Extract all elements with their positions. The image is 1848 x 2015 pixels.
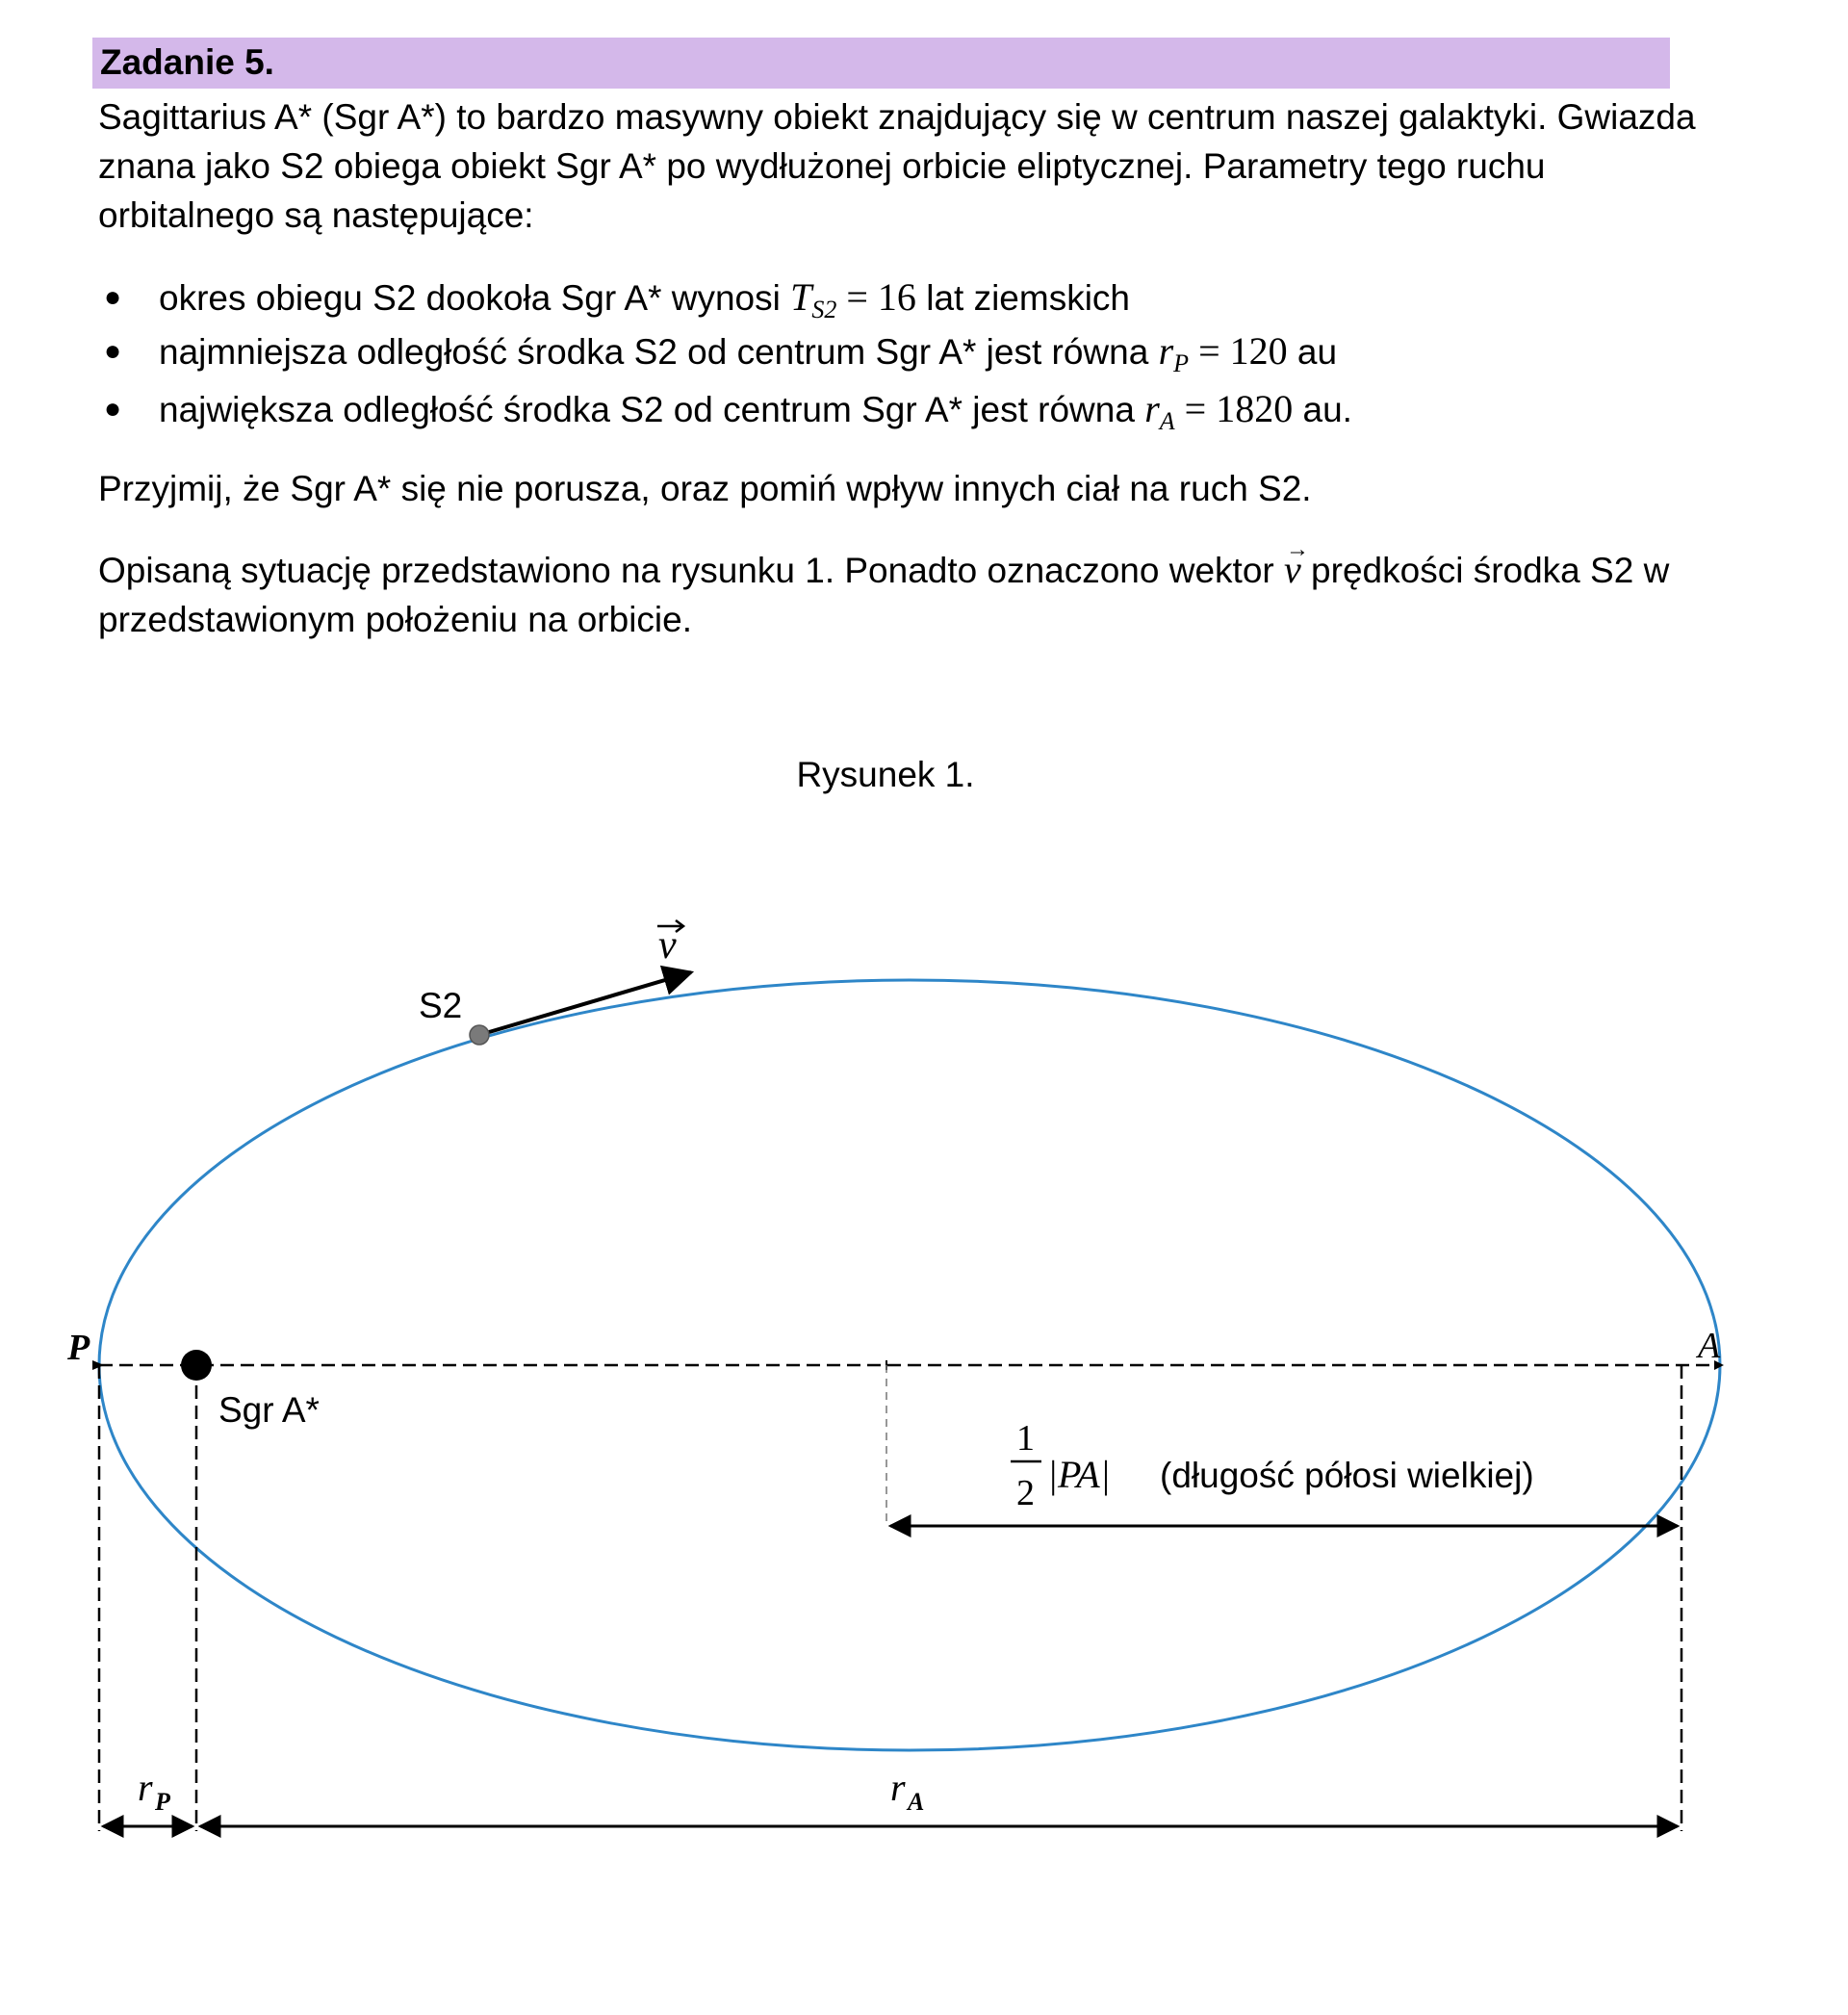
ra-label — [890, 1766, 924, 1816]
rp-value: = 120 — [1189, 329, 1288, 373]
velocity-arrow — [479, 972, 691, 1035]
rp-label — [138, 1766, 171, 1816]
intro-paragraph: Sagittarius A* (Sgr A*) to bardzo masywny obiekt znajdujący się w centrum naszej galaktyki. Gwiazda znana jako S2 obiega obiekt Sgr A* po wydłużonej orbicie eliptycznej. Parametry tego ruchu orbitalnego są następujące: — [98, 97, 1696, 235]
bullet-icon: ● — [104, 281, 122, 313]
velocity-label — [657, 920, 683, 968]
period-unit: lat ziemskich — [915, 278, 1130, 318]
svg-text:A: A — [908, 1788, 925, 1816]
task-title: Zadanie 5. — [100, 42, 274, 82]
bullet-icon: ● — [104, 335, 122, 367]
description-paragraph: Opisaną sytuację przedstawiono na rysunku 1. Ponadto oznaczono wektor → v prędkości środka S2 w przedstawionym położeniu na orbicie. — [98, 545, 1696, 644]
ra-unit: au. — [1293, 390, 1352, 429]
svg-text:P: P — [155, 1788, 170, 1816]
sgr-a-object — [181, 1350, 212, 1381]
s2-star — [470, 1025, 489, 1045]
list-item-text: największa odległość środka S2 od centrum Sgr A* jest równa — [159, 390, 1145, 429]
ra-symbol: $r_A$ — [1144, 387, 1175, 435]
svg-text:r: r — [138, 1766, 153, 1809]
assumption-paragraph: Przyjmij, że Sgr A* się nie porusza, oraz pomiń wpływ innych ciał na ruch S2. — [98, 469, 1312, 508]
velocity-vector-symbol: → v — [1284, 545, 1301, 594]
rp-unit: au — [1287, 332, 1338, 372]
period-symbol: $T_{S2}$ — [790, 275, 837, 323]
svg-text:v: v — [658, 923, 677, 968]
pa-expression: |PA| — [1047, 1453, 1111, 1496]
half-numerator: 1 — [1016, 1418, 1035, 1459]
ra-value: = 1820 — [1174, 387, 1294, 430]
period-value: = 16 — [836, 275, 916, 319]
list-item-text: najmniejsza odległość środka S2 od centrum Sgr A* jest równa — [159, 332, 1159, 372]
list-item-text: okres obiegu S2 dookoła Sgr A* wynosi — [159, 278, 791, 318]
svg-text:r: r — [890, 1766, 906, 1809]
bullet-icon: ● — [104, 393, 122, 425]
sgr-a-label: Sgr A* — [218, 1390, 320, 1430]
figure-caption: Rysunek 1. — [796, 755, 975, 794]
semi-major-note: (długość półosi wielkiej) — [1160, 1456, 1534, 1495]
rp-symbol: $r_P$ — [1158, 329, 1190, 377]
a-label: A — [1698, 1326, 1721, 1366]
p-label: P — [67, 1328, 90, 1368]
half-denominator: 2 — [1016, 1473, 1035, 1513]
s2-label: S2 — [419, 986, 463, 1025]
